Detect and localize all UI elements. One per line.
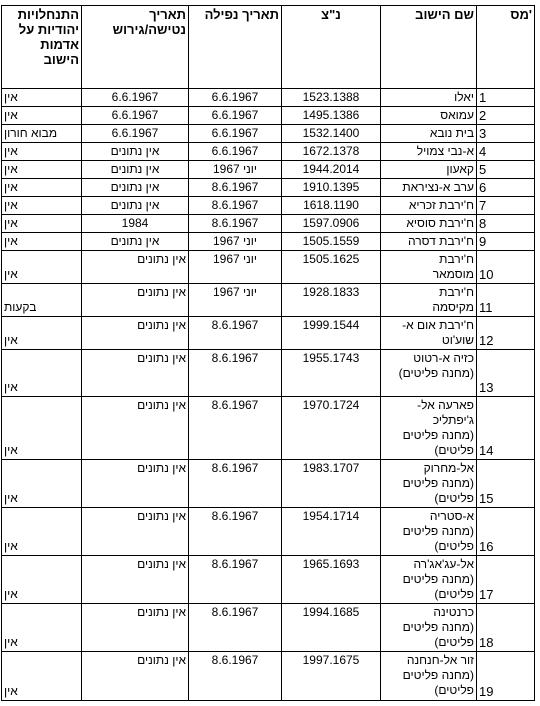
cell-number: 9	[477, 233, 535, 251]
cell-fall-date: 8.6.1967	[189, 179, 282, 197]
cell-coordinates: 1999.1544	[282, 317, 381, 350]
cell-number: 19	[477, 652, 535, 701]
cell-coordinates: 1997.1675	[282, 652, 381, 701]
cell-coordinates: 1944.2014	[282, 161, 381, 179]
cell-settlements: אין	[2, 107, 82, 125]
cell-abandon-date: אין נתונים	[82, 179, 189, 197]
cell-settlements: אין	[2, 251, 82, 284]
cell-number: 16	[477, 508, 535, 556]
cell-coordinates: 1495.1386	[282, 107, 381, 125]
cell-fall-date: 8.6.1967	[189, 604, 282, 652]
cell-village-name: עמואס	[381, 107, 477, 125]
table-row	[2, 508, 535, 556]
cell-coordinates: 1505.1625	[282, 251, 381, 284]
cell-abandon-date: 6.6.1967	[82, 89, 189, 107]
cell-fall-date: יוני 1967	[189, 161, 282, 179]
table-row	[2, 284, 535, 317]
cell-settlements: אין	[2, 350, 82, 397]
cell-village-name: ח'ירבת מקיסמה	[381, 284, 477, 317]
cell-coordinates: 1928.1833	[282, 284, 381, 317]
header-abandon-date: תאריך נטישה/גירוש	[82, 6, 189, 89]
cell-fall-date: 8.6.1967	[189, 317, 282, 350]
table-row	[2, 215, 535, 233]
table-row	[2, 161, 535, 179]
cell-village-name: בית נובא	[381, 125, 477, 143]
cell-settlements: אין	[2, 179, 82, 197]
table-row	[2, 179, 535, 197]
cell-settlements: אין	[2, 197, 82, 215]
cell-coordinates: 1970.1724	[282, 397, 381, 460]
cell-fall-date: 6.6.1967	[189, 125, 282, 143]
cell-village-name: יאלו	[381, 89, 477, 107]
cell-settlements: אין	[2, 460, 82, 508]
cell-settlements: אין	[2, 556, 82, 604]
cell-village-name: ערב א-נציראת	[381, 179, 477, 197]
cell-number: 7	[477, 197, 535, 215]
header-coordinates: נ"צ	[282, 6, 381, 89]
header-number: מס'	[477, 6, 535, 89]
cell-village-name: ח'ירבת מוסמאר	[381, 251, 477, 284]
table-row	[2, 556, 535, 604]
cell-number: 6	[477, 179, 535, 197]
cell-fall-date: 8.6.1967	[189, 556, 282, 604]
cell-abandon-date: אין נתונים	[82, 197, 189, 215]
cell-abandon-date: אין נתונים	[82, 161, 189, 179]
cell-abandon-date: אין נתונים	[82, 397, 189, 460]
cell-fall-date: 8.6.1967	[189, 460, 282, 508]
table-row	[2, 251, 535, 284]
header-row	[2, 6, 535, 89]
cell-settlements: אין	[2, 508, 82, 556]
cell-settlements: אין	[2, 161, 82, 179]
cell-village-name: ח'ירבת דסרה	[381, 233, 477, 251]
cell-settlements: אין	[2, 397, 82, 460]
cell-fall-date: 6.6.1967	[189, 89, 282, 107]
cell-settlements: בקעות	[2, 284, 82, 317]
cell-coordinates: 1523.1388	[282, 89, 381, 107]
cell-abandon-date: אין נתונים	[82, 460, 189, 508]
cell-number: 18	[477, 604, 535, 652]
cell-settlements: מבוא חורון	[2, 125, 82, 143]
cell-settlements: אין	[2, 89, 82, 107]
cell-fall-date: יוני 1967	[189, 233, 282, 251]
cell-fall-date: 8.6.1967	[189, 215, 282, 233]
cell-number: 4	[477, 143, 535, 161]
cell-abandon-date: אין נתונים	[82, 284, 189, 317]
cell-abandon-date: אין נתונים	[82, 233, 189, 251]
cell-village-name: א-סטריה (מחנה פליטים פליטים)	[381, 508, 477, 556]
cell-fall-date: 6.6.1967	[189, 143, 282, 161]
cell-abandon-date: אין נתונים	[82, 317, 189, 350]
cell-number: 8	[477, 215, 535, 233]
cell-fall-date: 8.6.1967	[189, 397, 282, 460]
cell-village-name: קאעון	[381, 161, 477, 179]
cell-abandon-date: אין נתונים	[82, 508, 189, 556]
cell-fall-date: 8.6.1967	[189, 197, 282, 215]
cell-fall-date: 8.6.1967	[189, 652, 282, 701]
header-fall-date: תאריך נפילה	[189, 6, 282, 89]
cell-number: 14	[477, 397, 535, 460]
cell-number: 17	[477, 556, 535, 604]
cell-coordinates: 1955.1743	[282, 350, 381, 397]
cell-village-name: כרנטינה (מחנה פליטים פליטים)	[381, 604, 477, 652]
cell-abandon-date: 6.6.1967	[82, 107, 189, 125]
cell-abandon-date: אין נתונים	[82, 604, 189, 652]
cell-settlements: אין	[2, 233, 82, 251]
settlements-table	[1, 5, 535, 701]
table-row	[2, 652, 535, 701]
cell-number: 15	[477, 460, 535, 508]
cell-abandon-date: 6.6.1967	[82, 125, 189, 143]
cell-coordinates: 1910.1395	[282, 179, 381, 197]
cell-coordinates: 1994.1685	[282, 604, 381, 652]
cell-village-name: אל-עג'אג'רה (מחנה פליטים פליטים)	[381, 556, 477, 604]
cell-fall-date: 6.6.1967	[189, 107, 282, 125]
table-row	[2, 233, 535, 251]
cell-number: 2	[477, 107, 535, 125]
cell-abandon-date: 1984	[82, 215, 189, 233]
cell-number: 5	[477, 161, 535, 179]
cell-village-name: אל-מחרוק (מחנה פליטים פליטים)	[381, 460, 477, 508]
header-settlements: התנחלויות יהודיות על אדמות הישוב	[2, 6, 82, 89]
cell-village-name: זור אל-חנחנה (מחנה פליטים פליטים)	[381, 652, 477, 701]
cell-abandon-date: אין נתונים	[82, 251, 189, 284]
cell-village-name: כזיה א-רטוט (מחנה פליטים)	[381, 350, 477, 397]
cell-settlements: אין	[2, 604, 82, 652]
cell-settlements: אין	[2, 317, 82, 350]
cell-settlements: אין	[2, 143, 82, 161]
cell-abandon-date: אין נתונים	[82, 350, 189, 397]
cell-village-name: א-נבי צמויל	[381, 143, 477, 161]
cell-number: 13	[477, 350, 535, 397]
cell-number: 1	[477, 89, 535, 107]
cell-fall-date: יוני 1967	[189, 251, 282, 284]
cell-coordinates: 1618.1190	[282, 197, 381, 215]
cell-coordinates: 1954.1714	[282, 508, 381, 556]
cell-coordinates: 1597.0906	[282, 215, 381, 233]
table-row	[2, 89, 535, 107]
cell-abandon-date: אין נתונים	[82, 652, 189, 701]
cell-number: 10	[477, 251, 535, 284]
cell-number: 11	[477, 284, 535, 317]
cell-coordinates: 1983.1707	[282, 460, 381, 508]
cell-settlements: אין	[2, 215, 82, 233]
cell-abandon-date: אין נתונים	[82, 556, 189, 604]
cell-coordinates: 1532.1400	[282, 125, 381, 143]
cell-coordinates: 1965.1693	[282, 556, 381, 604]
cell-number: 12	[477, 317, 535, 350]
cell-village-name: ח'ירבת זכריא	[381, 197, 477, 215]
cell-abandon-date: אין נתונים	[82, 143, 189, 161]
cell-fall-date: 8.6.1967	[189, 508, 282, 556]
table-row	[2, 397, 535, 460]
cell-village-name: פארעה אל- ג'יפתליכ (מחנה פליטים פליטים)	[381, 397, 477, 460]
cell-village-name: ח'ירבת סוסיא	[381, 215, 477, 233]
table-row	[2, 107, 535, 125]
cell-fall-date: 8.6.1967	[189, 350, 282, 397]
table-row	[2, 143, 535, 161]
cell-number: 3	[477, 125, 535, 143]
table-row	[2, 197, 535, 215]
table-row	[2, 317, 535, 350]
cell-settlements: אין	[2, 652, 82, 701]
table-row	[2, 350, 535, 397]
cell-coordinates: 1672.1378	[282, 143, 381, 161]
cell-village-name: ח'ירבת אום א- שוע'וט	[381, 317, 477, 350]
table-row	[2, 460, 535, 508]
table-row	[2, 125, 535, 143]
header-village-name: שם הישוב	[381, 6, 477, 89]
cell-coordinates: 1505.1559	[282, 233, 381, 251]
cell-fall-date: יוני 1967	[189, 284, 282, 317]
table-row	[2, 604, 535, 652]
